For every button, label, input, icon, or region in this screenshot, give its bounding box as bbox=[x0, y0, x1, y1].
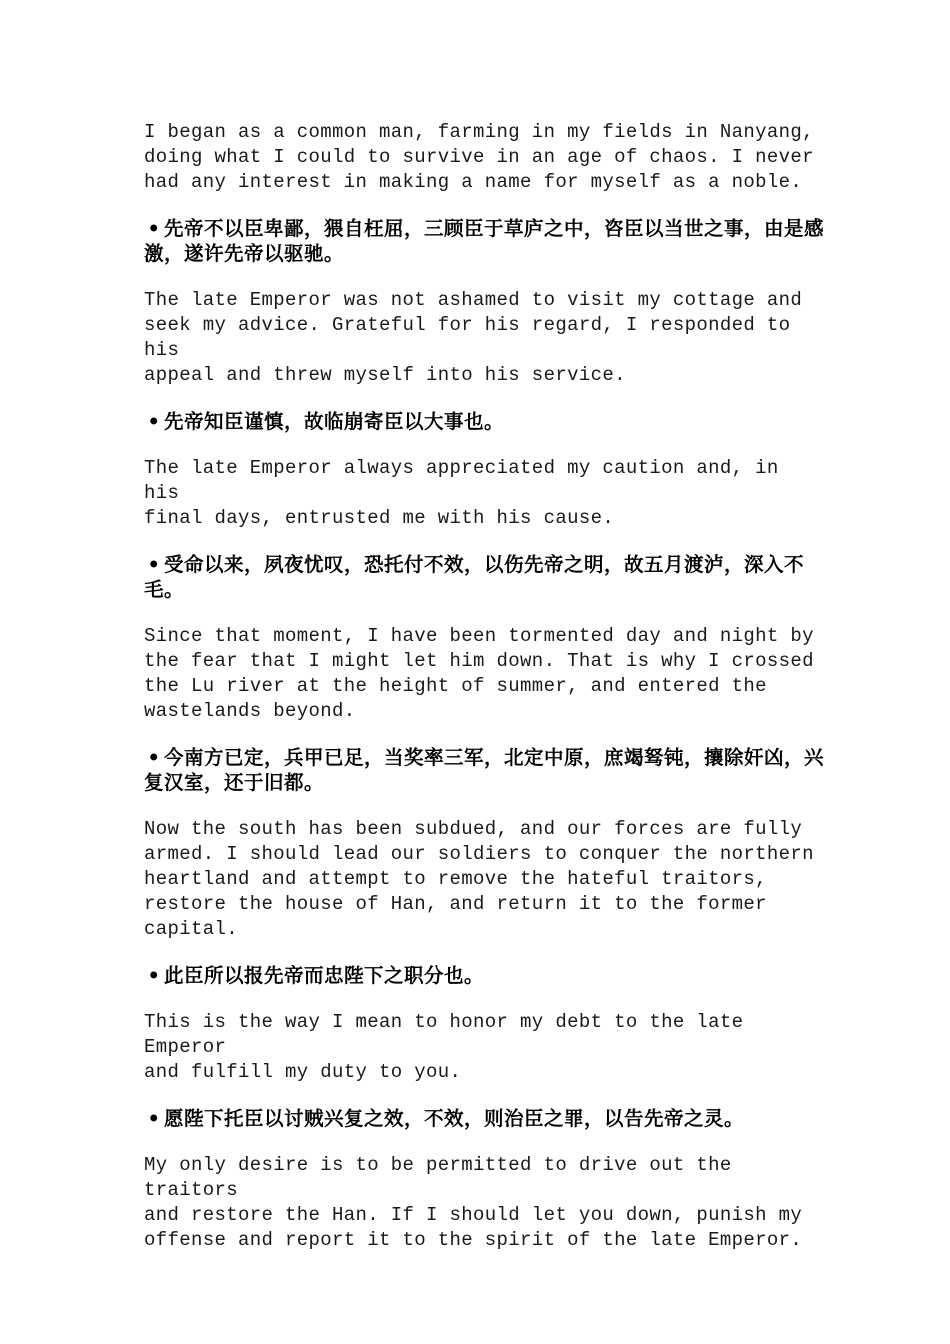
chinese-text: 先帝知臣谨慎，故临崩寄臣以大事也。 bbox=[164, 410, 505, 433]
bullet: • bbox=[147, 410, 161, 433]
bullet: • bbox=[147, 217, 161, 240]
chinese-text: 愿陛下托臣以讨贼兴复之效，不效，则治臣之罪，以告先帝之灵。 bbox=[164, 1107, 745, 1130]
chinese-quote-2 bbox=[144, 216, 824, 266]
chinese-quote-7 bbox=[144, 1106, 824, 1131]
chinese-text: 今南方已定，兵甲已足，当奖率三军，北定中原，庶竭驽钝，攘除奸凶，兴复汉室，还于旧都。 bbox=[144, 746, 825, 794]
chinese-quote-3 bbox=[144, 409, 824, 434]
chinese-quote-5 bbox=[144, 745, 824, 795]
english-paragraph-6: This is the way I mean to honor my debt to the late Emperor and fulfill my duty to you. bbox=[144, 1011, 744, 1083]
english-paragraph-2: The late Emperor was not ashamed to visit my cottage and seek my advice. Grateful for his regard, I responded to his appeal and threw myself into his service. bbox=[144, 289, 803, 386]
chinese-text: 先帝不以臣卑鄙，猥自枉屈，三顾臣于草庐之中，咨臣以当世之事，由是感激，遂许先帝以驱驰。 bbox=[144, 217, 825, 265]
english-paragraph-1: I began as a common man, farming in my fields in Nanyang, doing what I could to survive in an age of chaos. I never had any interest in making a name for myself as a noble. bbox=[144, 121, 814, 193]
bullet: • bbox=[147, 746, 161, 769]
chinese-text: 此臣所以报先帝而忠陛下之职分也。 bbox=[164, 964, 485, 987]
chinese-quote-4 bbox=[144, 552, 824, 602]
bullet: • bbox=[147, 964, 161, 987]
english-paragraph-7: My only desire is to be permitted to drive out the traitors and restore the Han. If I should let you down, punish my offense and report it to the spirit of the late Emperor. bbox=[144, 1154, 803, 1251]
chinese-quote-6 bbox=[144, 963, 824, 988]
bullet: • bbox=[147, 1107, 161, 1130]
english-paragraph-5: Now the south has been subdued, and our forces are fully armed. I should lead our soldiers to conquer the northern heartland and attempt to remove the hateful traitors, restore the house of Han, and return it to the former capital. bbox=[144, 818, 814, 940]
english-paragraph-3: The late Emperor always appreciated my caution and, in his final days, entrusted me with his cause. bbox=[144, 457, 779, 529]
bullet: • bbox=[147, 553, 161, 576]
english-paragraph-4: Since that moment, I have been tormented day and night by the fear that I might let him down. That is why I crossed the Lu river at the height of summer, and entered the wastelands beyond. bbox=[144, 625, 814, 722]
document-page bbox=[144, 120, 824, 1253]
chinese-text: 受命以来，夙夜忧叹，恐托付不效，以伤先帝之明，故五月渡泸，深入不毛。 bbox=[144, 553, 805, 601]
